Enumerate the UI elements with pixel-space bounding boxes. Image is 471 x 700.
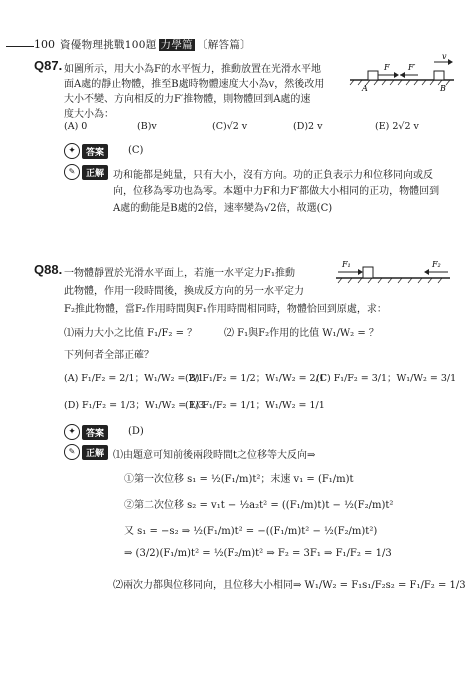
q88-line-3: F₂推此物體，當F₂作用時間與F₁作用時間相同時，物體恰回到原處，求：	[64, 304, 387, 315]
header-rule	[6, 46, 34, 47]
q87-line-1: 如圖所示，用大小為F的水平恆力，推動放置在光滑水平地	[64, 64, 321, 75]
q87-solution-badge	[64, 164, 108, 180]
label-F1: F₁	[342, 260, 351, 269]
q87-number: Q87.	[34, 58, 63, 73]
answer-label: 答案	[82, 425, 108, 440]
q88-line-1: 一物體靜置於光滑水平面上，若施一水平定力F₁推動	[64, 268, 295, 279]
q88-prompt: 下列何者全部正確？	[64, 350, 154, 361]
solution-label: 正解	[82, 165, 108, 180]
q88-sub-2: ⑵ F₁與F₂作用的比值 W₁/W₂ = ？	[224, 328, 379, 339]
q87-answer-badge	[64, 143, 108, 159]
book-title: 資優物理挑戰100題 力學篇 〔解答篇〕	[60, 39, 251, 51]
block-B	[434, 71, 444, 80]
q87-option-e: (E) 2√2 v	[375, 121, 419, 132]
q88-solution-line-4: 又 s₁ = −s₂ ⇒ ½(F₁/m)t² = −((F₁/m)t² − ½(F₂/m)t²)	[124, 526, 378, 537]
q88-solution-badge	[64, 444, 108, 460]
q87-line-2: 面A處的靜止物體，推至B處時物體速度大小為v，然後改用	[64, 79, 325, 90]
q88-answer-badge	[64, 424, 108, 440]
q88-solution-line-3: ②第二次位移 s₂ = v₁t − ½a₂t² = ((F₁/m)t)t − ½(F₂/m)t²	[124, 500, 394, 511]
bulb-icon: ✦	[64, 143, 80, 159]
q88-option-a: (A) F₁/F₂ = 2/1；W₁/W₂ = 2/1	[64, 373, 204, 384]
q88-solution-line-5: ⇒ (3/2)(F₁/m)t² = ½(F₂/m)t² ⇒ F₂ = 3F₁ ⇒ F₁/F₂ = 1/3	[124, 548, 392, 559]
page-number: 100	[34, 38, 55, 51]
q88-option-c: (C) F₁/F₂ = 3/1；W₁/W₂ = 3/1	[316, 373, 457, 384]
q87-solution-line-1: 功和能都是純量，只有大小，沒有方向。功的正負表示力和位移同向或反	[113, 170, 433, 181]
q88-line-2: 此物體，作用一段時間後，換成反方向的另一水平定力	[64, 286, 304, 297]
q87-line-3: 大小不變、方向相反的力F′推物體，則物體回到A處的速	[64, 94, 311, 105]
q88-solution-line-1: ⑴由題意可知前後兩段時間t之位移等大反向⇒	[113, 450, 316, 461]
solution-label: 正解	[82, 445, 108, 460]
q87-solution-line-2: 向，位移為零功也為零。本題中力F和力F′都做大小相同的正功，物體回到	[113, 186, 440, 197]
label-F: F	[384, 63, 390, 72]
bulb-icon: ✦	[64, 424, 80, 440]
q87-answer: (C)	[128, 145, 144, 156]
label-B: B	[440, 84, 446, 93]
solution-icon: ✎	[64, 444, 80, 460]
q88-option-e: (E) F₁/F₂ = 1/1；W₁/W₂ = 1/1	[185, 400, 325, 411]
solution-icon: ✎	[64, 164, 80, 180]
q87-solution-line-3: A處的動能是B處的2倍，速率變為√2倍，故選(C)	[113, 203, 333, 214]
label-F-prime: F′	[408, 63, 416, 72]
q88-answer: (D)	[128, 426, 144, 437]
q87-figure	[348, 52, 458, 94]
block-A	[368, 71, 378, 80]
q88-number: Q88.	[34, 262, 63, 277]
q88-figure	[334, 258, 454, 286]
label-v: v	[442, 52, 447, 61]
q88-option-d: (D) F₁/F₂ = 1/3；W₁/W₂ = 1/3	[64, 400, 205, 411]
q87-line-4: 度大小為：	[64, 109, 114, 120]
label-F2: F₂	[432, 260, 441, 269]
q88-solution-line-6: ⑵兩次力都與位移同向，且位移大小相同⇒ W₁/W₂ = F₁s₁/F₂s₂ = F₁/F₂ = 1/3	[113, 580, 466, 591]
q88-solution-line-2: ①第一次位移 s₁ = ½(F₁/m)t²；末速 v₁ = (F₁/m)t	[124, 474, 354, 485]
q87-option-d: (D)2 v	[293, 121, 323, 132]
answer-label: 答案	[82, 144, 108, 159]
label-A: A	[362, 84, 368, 93]
q87-option-a: (A) 0	[64, 121, 88, 132]
title-badge: 力學篇	[160, 39, 193, 51]
q88-option-b: (B) F₁/F₂ = 1/2；W₁/W₂ = 2/1	[185, 373, 325, 384]
q88-sub-1: ⑴兩力大小之比值 F₁/F₂ = ？	[64, 328, 198, 339]
q87-option-c: (C)√2 v	[212, 121, 248, 132]
q87-option-b: (B)v	[137, 121, 157, 132]
q88-block	[363, 267, 373, 278]
